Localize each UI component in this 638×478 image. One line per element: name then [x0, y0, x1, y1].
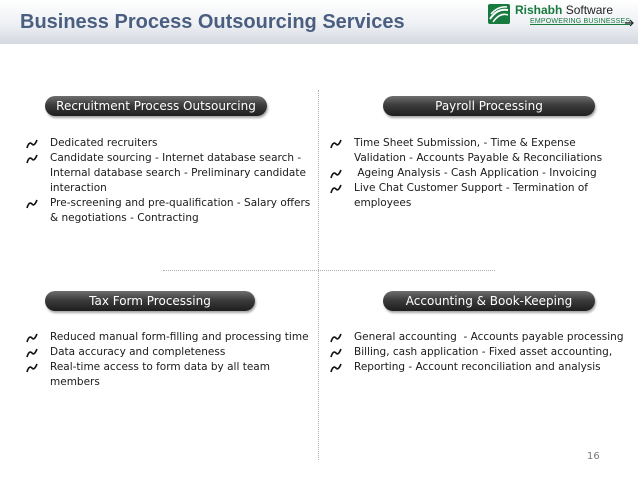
list-item	[22, 360, 318, 390]
tax-form-list	[22, 330, 318, 390]
list-item	[326, 360, 626, 375]
payroll-list	[326, 136, 616, 211]
list-item-text: Real-time access to form data by all team members	[50, 361, 270, 388]
swirl-bullet-icon	[26, 333, 38, 343]
list-item-text: Time Sheet Submission, - Time & Expense Validation - Accounts Payable & Reconciliations	[354, 137, 603, 164]
page-title: Business Process Outsourcing Services	[20, 11, 405, 33]
swirl-bullet-icon	[26, 348, 38, 358]
section-header-recruitment: Recruitment Process Outsourcing	[45, 96, 267, 116]
list-item-text: Candidate sourcing - Internet database search - Internal database search - Preliminary candidate interaction	[50, 152, 306, 194]
list-item	[22, 196, 318, 226]
swirl-bullet-icon	[330, 348, 342, 358]
list-item-text: General accounting - Accounts payable processing	[354, 331, 624, 343]
list-item-text: Dedicated recruiters	[50, 137, 158, 149]
company-logo	[488, 3, 636, 29]
section-header-tax-form: Tax Form Processing	[45, 291, 255, 311]
list-item	[22, 136, 318, 151]
swirl-bullet-icon	[26, 363, 38, 373]
swirl-bullet-icon	[330, 333, 342, 343]
swirl-bullet-icon	[26, 199, 38, 209]
list-item-text: Pre-screening and pre-qualification - Salary offers & negotiations - Contracting	[50, 197, 311, 224]
list-item-text: Live Chat Customer Support - Termination of employees	[354, 182, 588, 209]
logo-tagline: EMPOWERING BUSINESSES	[530, 18, 631, 25]
section-header-accounting: Accounting & Book-Keeping	[383, 291, 595, 311]
list-item	[22, 151, 318, 196]
swirl-bullet-icon	[26, 139, 38, 149]
list-item	[326, 181, 616, 211]
list-item	[326, 136, 616, 166]
swirl-bullet-icon	[330, 169, 342, 179]
rishabh-logo-icon	[488, 4, 510, 24]
swirl-bullet-icon	[330, 363, 342, 373]
list-item-text: Reporting - Account reconciliation and analysis	[354, 361, 601, 373]
list-item	[22, 345, 318, 360]
swirl-bullet-icon	[330, 184, 342, 194]
recruitment-list	[22, 136, 318, 226]
swirl-bullet-icon	[330, 139, 342, 149]
list-item-text: Data accuracy and completeness	[50, 346, 226, 358]
logo-brand	[515, 3, 613, 17]
horizontal-divider	[163, 270, 495, 271]
swirl-bullet-icon	[26, 154, 38, 164]
logo-brand-bold: Rishabh	[515, 3, 563, 17]
arrow-right-icon	[625, 18, 635, 28]
page-number: 16	[587, 451, 600, 462]
list-item	[326, 330, 626, 345]
vertical-divider	[318, 90, 319, 460]
accounting-list	[326, 330, 626, 375]
section-header-payroll: Payroll Processing	[383, 96, 595, 116]
list-item	[326, 166, 616, 181]
list-item	[326, 345, 626, 360]
list-item	[22, 330, 318, 345]
logo-brand-regular: Software	[565, 3, 614, 17]
list-item-text: Reduced manual form-filling and processing time	[50, 331, 309, 343]
list-item-text: Billing, cash application - Fixed asset accounting,	[354, 346, 613, 358]
list-item-text: Ageing Analysis - Cash Application - Invoicing	[354, 167, 597, 179]
title-bar	[0, 0, 638, 44]
